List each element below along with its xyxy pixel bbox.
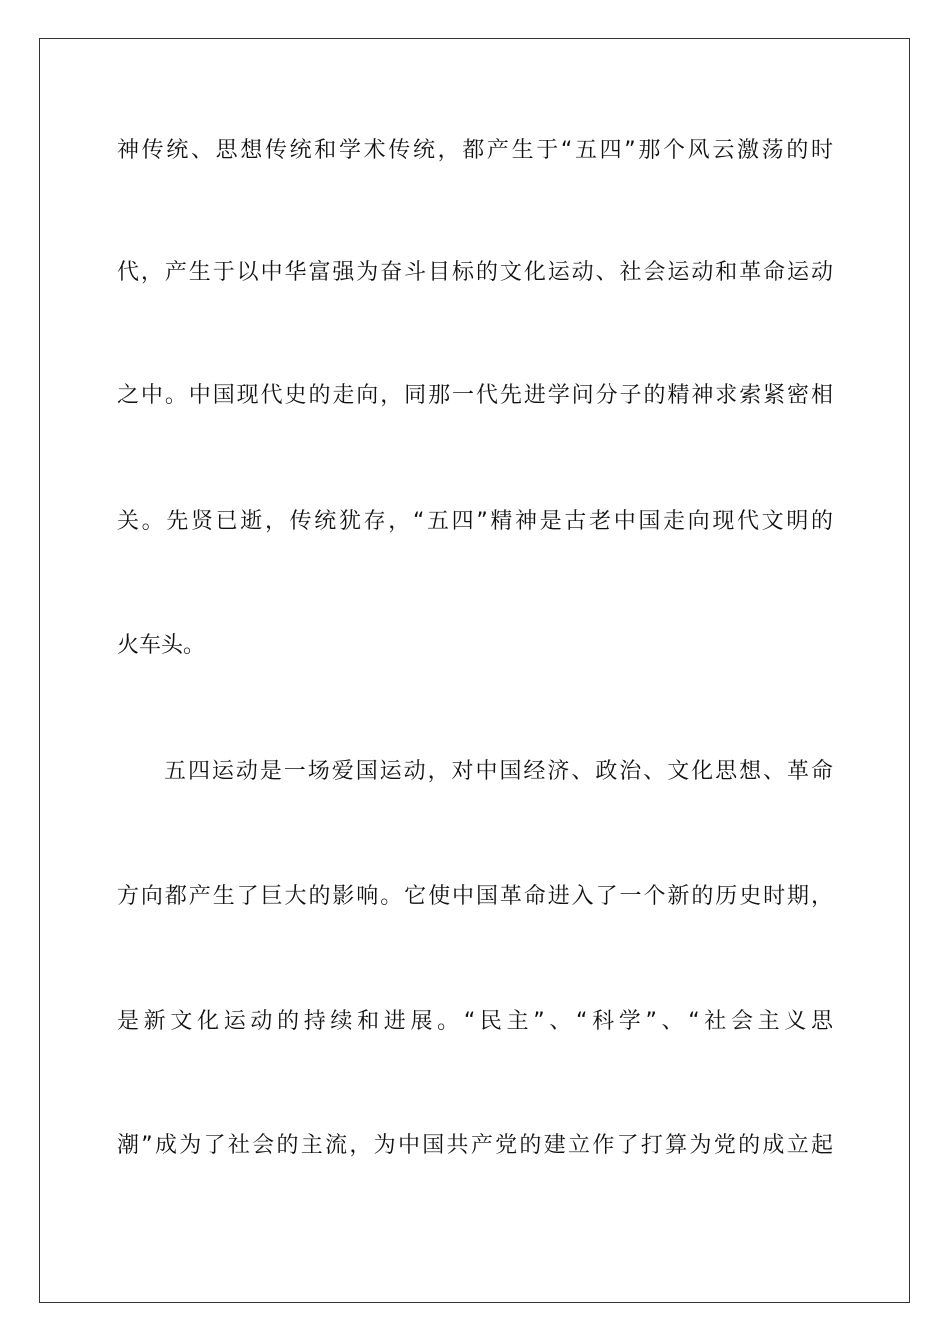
paragraph-1-line-4: 关。先贤已逝，传统犹存，“五四”精神是古老中国走向现代文明的 xyxy=(117,509,833,534)
paragraph-2-line-2: 方向都产生了巨大的影响。它使中国革命进入了一个新的历史时期， xyxy=(117,884,833,909)
paragraph-2-line-3: 是新文化运动的持续和进展。“民主”、“科学”、“社会主义思 xyxy=(117,1009,833,1034)
page-border xyxy=(39,38,910,1303)
paragraph-2-line-1: 五四运动是一场爱国运动，对中国经济、政治、文化思想、革命 xyxy=(164,759,833,784)
paragraph-1-line-5: 火车头。 xyxy=(117,633,206,658)
paragraph-2-line-4: 潮”成为了社会的主流，为中国共产党的建立作了打算为党的成立起 xyxy=(117,1133,833,1158)
paragraph-1-line-1: 神传统、思想传统和学术传统，都产生于“五四”那个风云激荡的时 xyxy=(117,138,833,163)
paragraph-1-line-3: 之中。中国现代史的走向，同那一代先进学问分子的精神求索紧密相 xyxy=(117,383,833,408)
paragraph-1-line-2: 代，产生于以中华富强为奋斗目标的文化运动、社会运动和革命运动 xyxy=(117,260,833,285)
